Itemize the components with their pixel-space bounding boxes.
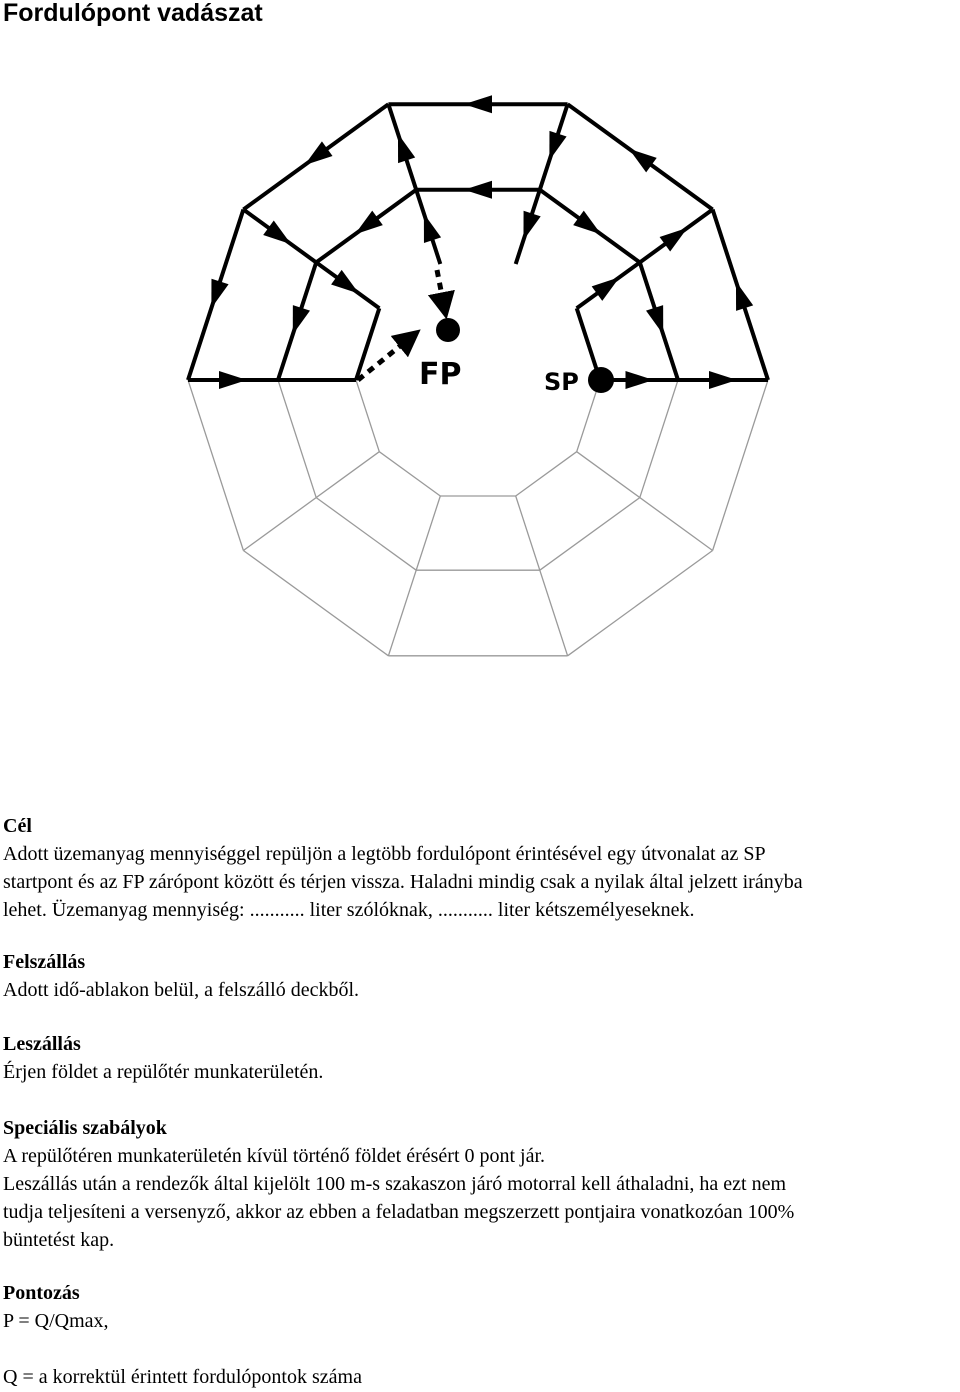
grid-ring-segment	[713, 380, 768, 551]
grid-ring-segment	[188, 380, 243, 551]
grid-spoke	[388, 496, 440, 656]
specialis-line: tudja teljesíteni a versenyző, akkor az ebben a feladatban megszerzett pontjaira vonatkozóan 100%	[3, 1201, 795, 1223]
pontozas-formula: P = Q/Qmax,	[3, 1310, 109, 1332]
pontozas-definition: Q = a korrektül érintett fordulópontok száma	[3, 1366, 362, 1388]
sp-label: SP	[544, 368, 579, 396]
cel-line: lehet. Üzemanyag mennyiség: ........... liter szólóknak, ........... liter kétszemélyeseknek.	[3, 899, 695, 921]
heading-pontozas: Pontozás	[3, 1282, 80, 1304]
grid-ring-segment	[516, 452, 577, 496]
route-lines-upper	[188, 104, 768, 380]
arrow-icon	[709, 371, 737, 389]
section-cel	[3, 812, 958, 924]
grid-ring-segment	[243, 551, 388, 656]
grid-spoke	[243, 452, 379, 551]
grid-spoke	[516, 496, 568, 656]
specialis-line: büntetést kap.	[3, 1229, 115, 1251]
arrow-icon	[646, 305, 672, 337]
arrow-icon	[541, 131, 567, 163]
felszallas-text: Adott idő-ablakon belül, a felszálló deckből.	[3, 979, 360, 1001]
grid-ring-segment	[568, 551, 713, 656]
sp-point	[588, 367, 614, 393]
section-pontozas	[3, 1279, 958, 1391]
arrow-icon	[219, 371, 247, 389]
heading-specialis: Speciális szabályok	[3, 1117, 167, 1139]
cel-line: startpont és az FP zárópont között és térjen vissza. Haladni mindig csak a nyilak által jelzett irányba	[3, 871, 803, 893]
grid-ring-segment	[316, 498, 416, 571]
arrow-icon	[626, 371, 654, 389]
arrow-icon	[515, 211, 541, 243]
arrow-icon	[727, 279, 753, 311]
grid-lines-lower	[188, 380, 768, 656]
arrow-icon	[464, 95, 492, 113]
fp-label: FP	[419, 357, 462, 392]
grid-ring-segment	[640, 380, 678, 498]
heading-leszallas: Leszállás	[3, 1033, 81, 1055]
grid-ring-segment	[379, 452, 440, 496]
arrow-icon	[389, 131, 415, 163]
grid-ring-segment	[278, 380, 316, 498]
cel-line: Adott üzemanyag mennyiséggel repüljön a legtöbb fordulópont érintésével egy útvonalat az SP	[3, 843, 766, 865]
section-leszallas	[3, 1030, 958, 1086]
specialis-line: A repülőtéren munkaterületén kívül történő földet érésért 0 pont jár.	[3, 1145, 546, 1167]
page-title: Fordulópont vadászat	[3, 0, 263, 27]
grid-spoke	[577, 452, 713, 551]
leszallas-text: Érjen földet a repülőtér munkaterületén.	[3, 1061, 324, 1083]
arrow-icon	[464, 181, 492, 199]
section-felszallas	[3, 948, 958, 1004]
arrow-icon	[203, 279, 229, 311]
grid-ring-segment	[540, 498, 640, 571]
specialis-line: Leszállás után a rendezők által kijelölt 100 m-s szakaszon járó motorral kell áthaladni, ha ezt nem	[3, 1173, 787, 1195]
direction-arrows	[203, 95, 753, 389]
section-specialis	[3, 1114, 958, 1254]
fp-point	[436, 318, 460, 342]
heading-felszallas: Felszállás	[3, 951, 86, 973]
arrow-icon	[284, 305, 310, 337]
arrow-icon	[415, 211, 441, 243]
heading-cel: Cél	[3, 815, 32, 837]
grid-ring-segment	[356, 380, 379, 452]
